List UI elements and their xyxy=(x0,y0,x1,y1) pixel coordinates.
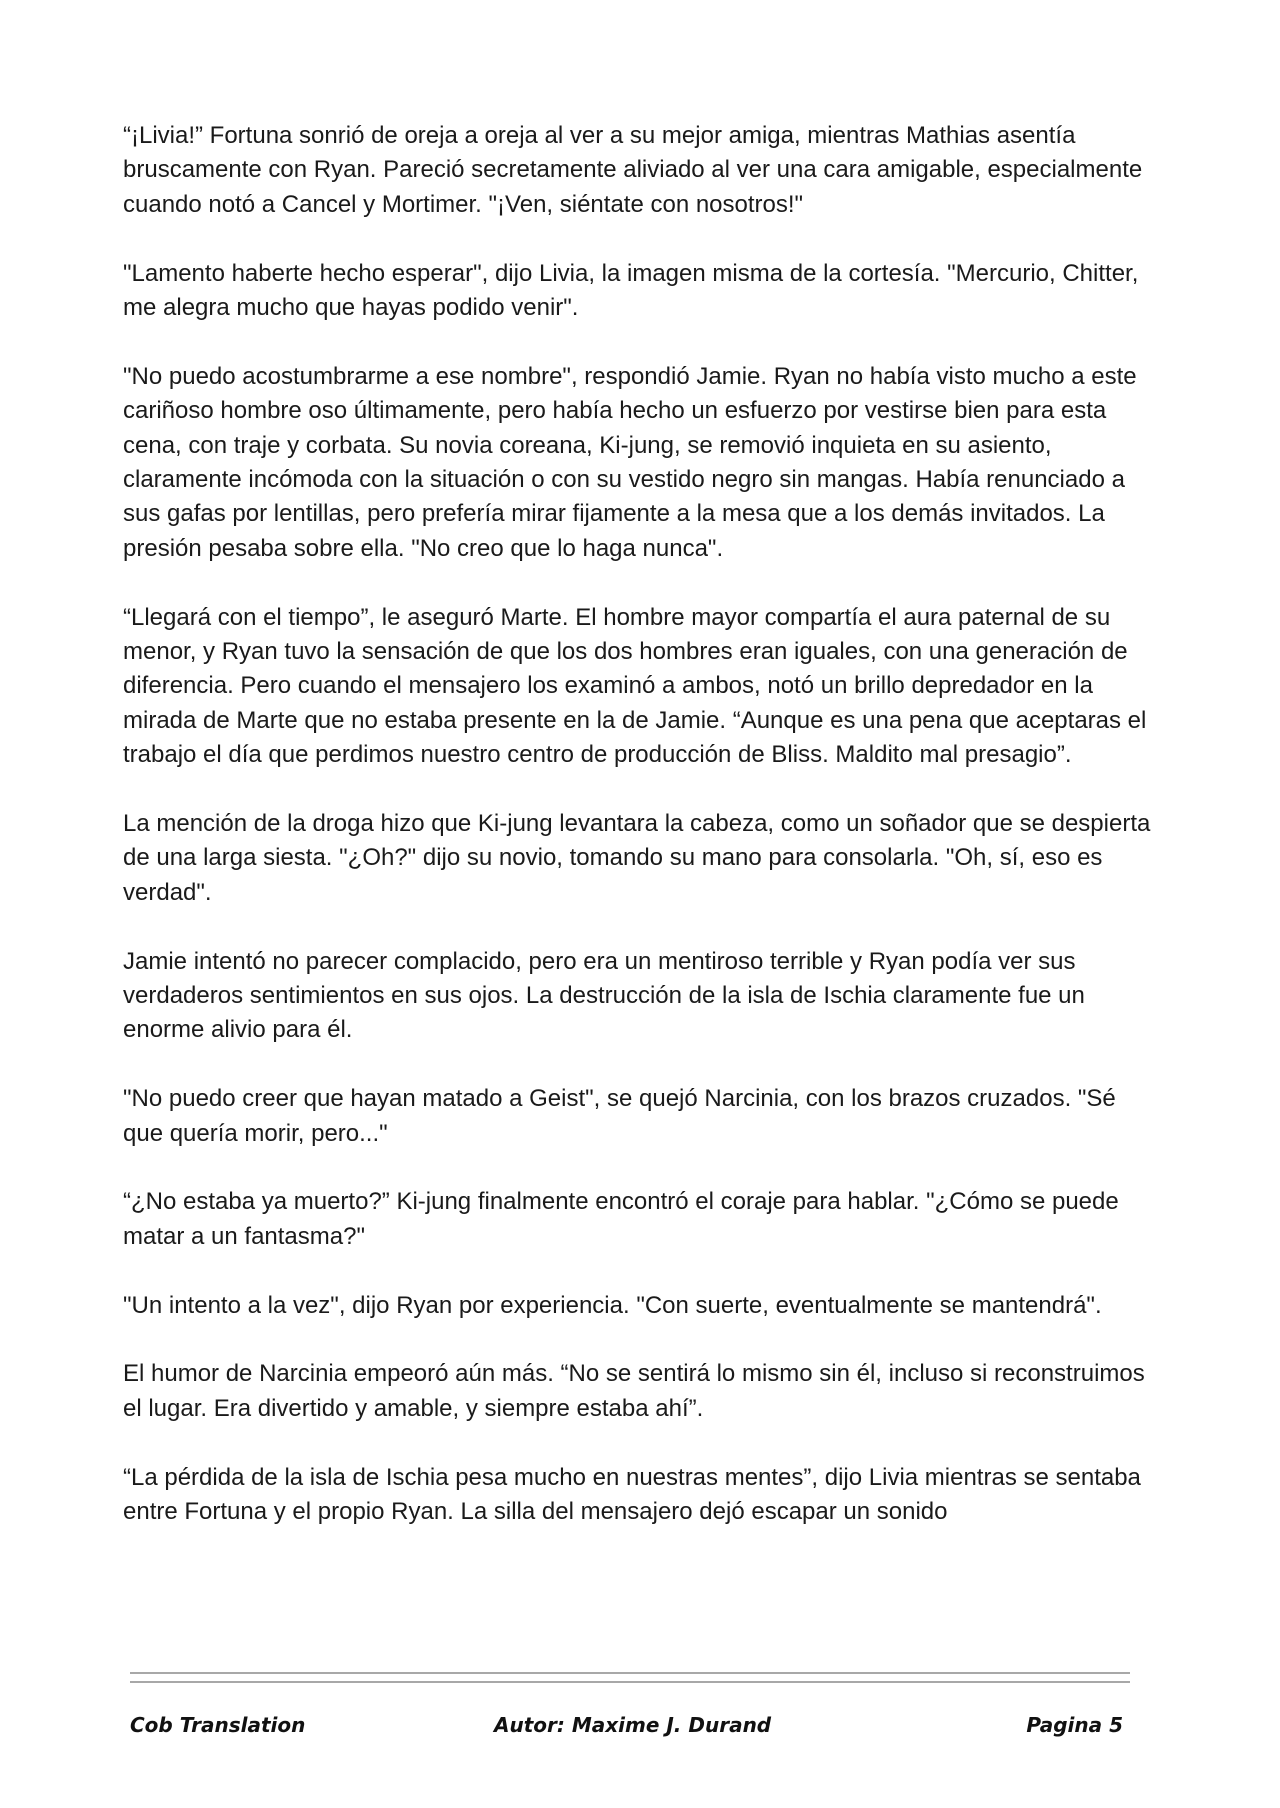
paragraph-4: “Llegará con el tiempo”, le aseguró Marte. El hombre mayor compartía el aura paternal de su menor, y Ryan tuvo la sensación de que los dos hombres eran iguales, con una generación de diferencia. Pero cuando el mensajero los examinó a ambos, notó un brillo depredador en la mirada de Marte que no estaba presente en la de Jamie. “Aunque es una pena que aceptaras el trabajo el día que perdimos nuestro centro de producción de Bliss. Maldito mal presagio”. xyxy=(123,603,1147,769)
paragraph-1: “¡Livia!” Fortuna sonrió de oreja a oreja al ver a su mejor amiga, mientras Mathias asentía bruscamente con Ryan. Pareció secretamente aliviado al ver una cara amigable, especialmente cuando notó a Cancel y Mortimer. "¡Ven, siéntate con nosotros!" xyxy=(123,122,1143,218)
paragraph-6: Jamie intentó no parecer complacido, pero era un mentiroso terrible y Ryan podía ver sus verdaderos sentimientos en sus ojos. La destrucción de la isla de Ischia claramente fue un enorme alivio para él. xyxy=(123,947,1085,1044)
footer-translator: Cob Translation xyxy=(130,1713,306,1737)
footer-author: Autor: Maxime J. Durand xyxy=(494,1713,772,1737)
paragraph-5: La mención de la droga hizo que Ki-jung levantara la cabeza, como un soñador que se despierta de una larga siesta. "¿Oh?" dijo su novio, tomando su mano para consolarla. "Oh, sí, eso es verdad". xyxy=(123,810,1151,906)
paragraph-11: “La pérdida de la isla de Ischia pesa mucho en nuestras mentes”, dijo Livia mientras se sentaba entre Fortuna y el propio Ryan. La silla del mensajero dejó escapar un sonido xyxy=(123,1463,1141,1526)
paragraph-9: "Un intento a la vez", dijo Ryan por experiencia. "Con suerte, eventualmente se mantendrá". xyxy=(123,1291,1102,1319)
footer-page-number: Pagina 5 xyxy=(1026,1713,1123,1737)
paragraph-10: El humor de Narcinia empeoró aún más. “No se sentirá lo mismo sin él, incluso si reconstruimos el lugar. Era divertido y amable, y siempre estaba ahí”. xyxy=(123,1360,1145,1422)
footer-divider-top xyxy=(130,1672,1130,1674)
page-footer xyxy=(0,1713,1280,1743)
body-text xyxy=(123,119,1153,1530)
paragraph-7: "No puedo creer que hayan matado a Geist", se quejó Narcinia, con los brazos cruzados. "Sé que quería morir, pero..." xyxy=(123,1085,1116,1147)
paragraph-8: “¿No estaba ya muerto?” Ki-jung finalmente encontró el coraje para hablar. "¿Cómo se puede matar a un fantasma?" xyxy=(123,1188,1119,1250)
paragraph-3: "No puedo acostumbrarme a ese nombre", respondió Jamie. Ryan no había visto mucho a este cariñoso hombre oso últimamente, pero había hecho un esfuerzo por vestirse bien para esta cena, con traje y corbata. Su novia coreana, Ki-jung, se removió inquieta en su asiento, claramente incómoda con la situación o con su vestido negro sin mangas. Había renunciado a sus gafas por lentillas, pero prefería mirar fijamente a la mesa que a los demás invitados. La presión pesaba sobre ella. "No creo que lo haga nunca". xyxy=(123,362,1137,562)
paragraph-2: "Lamento haberte hecho esperar", dijo Livia, la imagen misma de la cortesía. "Mercurio, Chitter, me alegra mucho que hayas podido venir". xyxy=(123,259,1139,322)
footer-divider-bottom xyxy=(130,1681,1130,1683)
